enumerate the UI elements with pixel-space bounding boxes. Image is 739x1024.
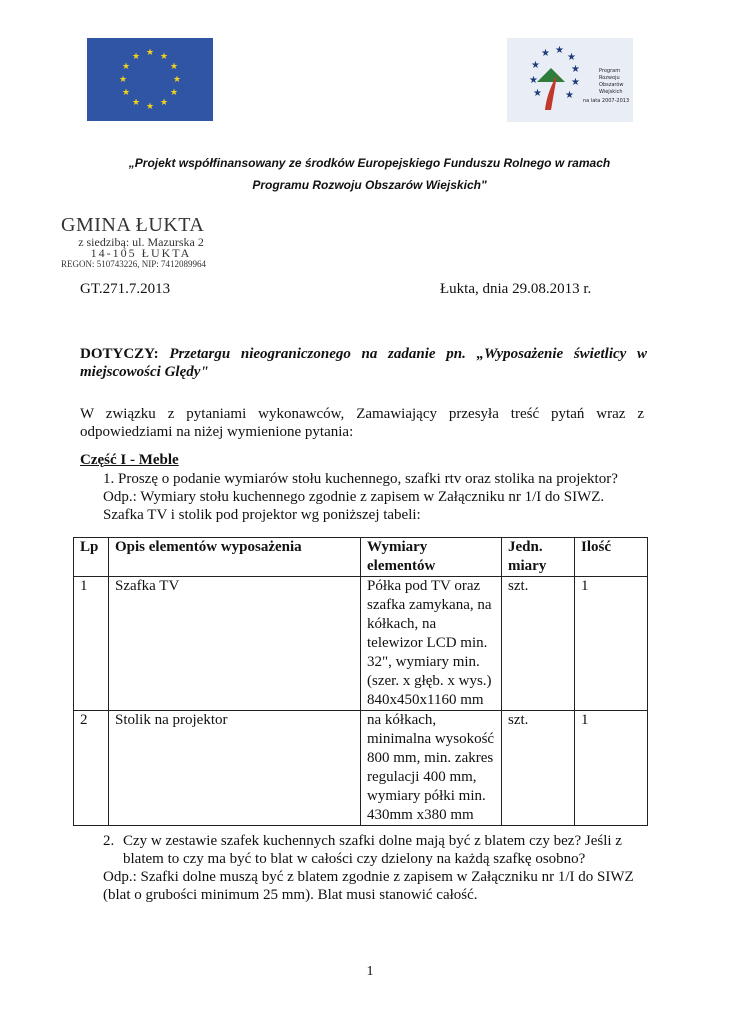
cell-description: Szafka TV [109, 577, 361, 711]
svg-text:Obszarów: Obszarów [599, 82, 624, 88]
svg-text:★: ★ [172, 74, 182, 84]
svg-text:★: ★ [529, 75, 538, 86]
svg-text:★: ★ [121, 61, 131, 71]
svg-text:★: ★ [169, 87, 179, 97]
svg-text:na lata 2007-2013: na lata 2007-2013 [583, 98, 630, 104]
svg-text:★: ★ [571, 77, 580, 88]
subject-text: Przetargu nieograniczonego na zadanie pn. „Wyposażenie świetlicy w miejscowości Ględy" [80, 346, 648, 380]
svg-text:Program: Program [599, 68, 621, 74]
svg-text:★: ★ [169, 61, 179, 71]
svg-text:★: ★ [565, 90, 574, 101]
question-2 [103, 832, 638, 868]
svg-text:★: ★ [555, 45, 564, 56]
page-number: 1 [366, 964, 374, 979]
table-header-row [74, 538, 648, 577]
column-header-unit: Jedn. miary [502, 538, 575, 577]
svg-text:★: ★ [567, 52, 576, 63]
svg-text:★: ★ [531, 60, 540, 71]
svg-text:★: ★ [131, 51, 141, 61]
cell-description: Stolik na projektor [109, 711, 361, 826]
eu-flag-icon [87, 38, 213, 121]
svg-text:★: ★ [533, 88, 542, 99]
svg-text:★: ★ [145, 47, 155, 57]
svg-text:★: ★ [118, 74, 128, 84]
prow-logo [507, 38, 633, 122]
cell-quantity: 1 [575, 711, 648, 826]
answer-1: Odp.: Wymiary stołu kuchennego zgodnie z zapisem w Załączniku nr 1/I do SIWZ. [103, 489, 605, 505]
cell-quantity: 1 [575, 577, 648, 711]
stamp-address-line-2: 14-105 ŁUKTA [90, 246, 192, 260]
cell-dimensions: na kółkach, minimalna wysokość 800 mm, min. zakres regulacji 400 mm, wymiary półki min. 430mm x380 mm [361, 711, 502, 826]
furniture-table [73, 537, 648, 826]
project-funding-line-1: „Projekt współfinansowany ze środków Europejskiego Funduszu Rolnego w ramach [128, 156, 611, 170]
svg-text:★: ★ [145, 101, 155, 111]
svg-text:★: ★ [159, 51, 169, 61]
stamp-name: GMINA ŁUKTA [61, 214, 205, 236]
project-funding-note [60, 152, 679, 196]
svg-text:★: ★ [121, 87, 131, 97]
cell-unit: szt. [502, 711, 575, 826]
svg-text:★: ★ [571, 64, 580, 75]
table-row [74, 577, 648, 711]
answer-2: Odp.: Szafki dolne muszą być z blatem zgodnie z zapisem w Załączniku nr 1/I do SIWZ (blat o grubości minimum 25 mm). Blat musi stanowić całość. [103, 869, 634, 903]
svg-text:Wiejskich: Wiejskich [599, 89, 623, 95]
column-header-lp: Lp [74, 538, 109, 577]
part-title: Część I - Meble [80, 452, 179, 468]
cell-lp: 1 [74, 577, 109, 711]
question-2-text: Czy w zestawie szafek kuchennych szafki dolne mają być z blatem czy bez? Jeśli z blatem to czy ma być to blat w całości czy dzielony na każdą szafkę osobno? [123, 833, 622, 867]
svg-text:★: ★ [159, 97, 169, 107]
stamp-address-line-1: z siedzibą: ul. Mazurska 2 [78, 235, 204, 249]
cell-dimensions: Półka pod TV oraz szafka zamykana, na kółkach, na telewizor LCD min. 32", wymiary min. (szer. x głęb. x wys.) 840x450x1160 mm [361, 577, 502, 711]
answer-1-continued: Szafka TV i stolik pod projektor wg poniższej tabeli: [103, 507, 421, 523]
project-funding-line-2: Programu Rozwoju Obszarów Wiejskich" [252, 178, 487, 192]
svg-text:★: ★ [131, 97, 141, 107]
cell-lp: 2 [74, 711, 109, 826]
question-2-number: 2. [103, 833, 115, 849]
question-1: 1. Proszę o podanie wymiarów stołu kuchennego, szafki rtv oraz stolika na projektor? [103, 471, 618, 487]
column-header-quantity: Ilość [575, 538, 648, 577]
reference-number: GT.271.7.2013 [80, 281, 171, 297]
svg-text:★: ★ [541, 48, 550, 59]
subject-lead: DOTYCZY: [80, 346, 159, 362]
column-header-description: Opis elementów wyposażenia [109, 538, 361, 577]
cell-unit: szt. [502, 577, 575, 711]
letter-date: Łukta, dnia 29.08.2013 r. [440, 281, 592, 297]
svg-text:Rozwoju: Rozwoju [599, 75, 620, 81]
intro-paragraph: W związku z pytaniami wykonawców, Zamawiający przesyła treść pytań wraz z odpowiedziami na niżej wymienione pytania: [80, 406, 644, 440]
column-header-dimensions: Wymiary elementów [361, 538, 502, 577]
table-row [74, 711, 648, 826]
stamp-regon: REGON: 510743226, NIP: 7412089964 [61, 259, 207, 269]
subject [80, 345, 647, 381]
